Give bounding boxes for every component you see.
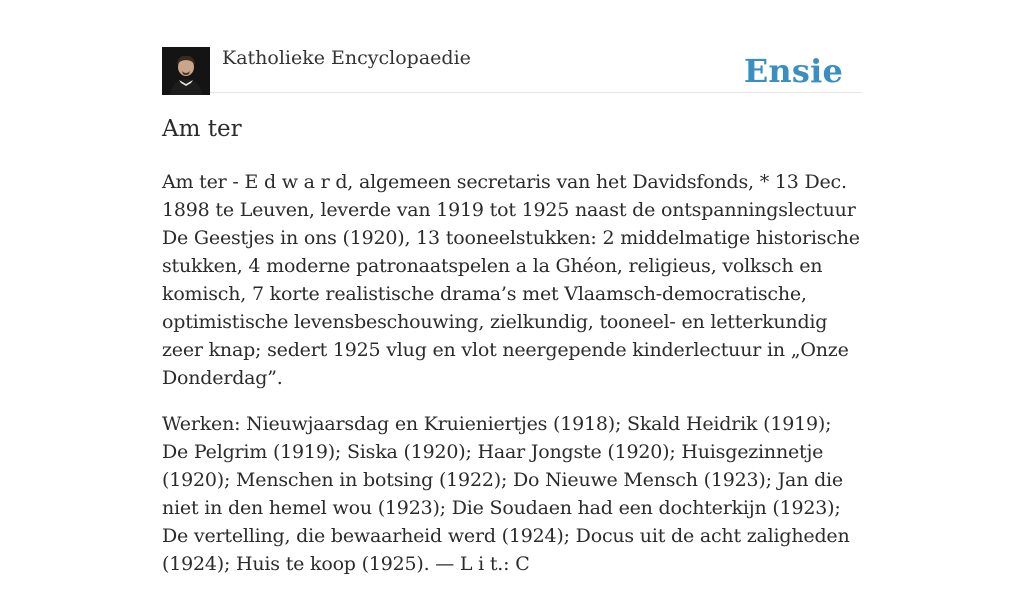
ensie-logo[interactable]: Ensie [743, 52, 843, 90]
portrait-icon [162, 47, 210, 95]
site-header [162, 44, 862, 93]
article-body [162, 168, 862, 596]
portrait-avatar[interactable] [162, 47, 210, 95]
article-paragraph: Werken: Nieuwjaarsdag en Kruieniertjes (1918); Skald Heidrik (1919); De Pelgrim (1919); Siska (1920); Haar Jongste (1920); Huisgezinnetje (1920); Menschen in botsing (1922); Do Nieuwe Mensch (1923); Jan die niet in den hemel wou (1923); Die Soudaen had een dochterkijn (1923); De vertelling, die bewaarheid werd (1924); Docus uit de acht zaligheden (1924); Huis te koop (1925). — L i t.: C [162, 413, 850, 575]
article-title: Am ter [162, 116, 242, 142]
site-name[interactable]: Katholieke Encyclopaedie [222, 47, 471, 69]
article-paragraph: Am ter - E d w a r d, algemeen secretaris van het Davidsfonds, * 13 Dec. 1898 te Leuven, leverde van 1919 tot 1925 naast de ontspanningslectuur De Geestjes in ons (1920), 13 tooneelstukken: 2 middelmatige historische stukken, 4 moderne patronaatspelen a la Ghéon, religieus, volksch en komisch, 7 korte realistische drama’s met Vlaamsch-democratische, optimistische levensbeschouwing, zielkundig, tooneel- en letterkundig zeer knap; sedert 1925 vlug en vlot neergepende kinderlectuur in „Onze Donderdag”. [162, 171, 860, 389]
